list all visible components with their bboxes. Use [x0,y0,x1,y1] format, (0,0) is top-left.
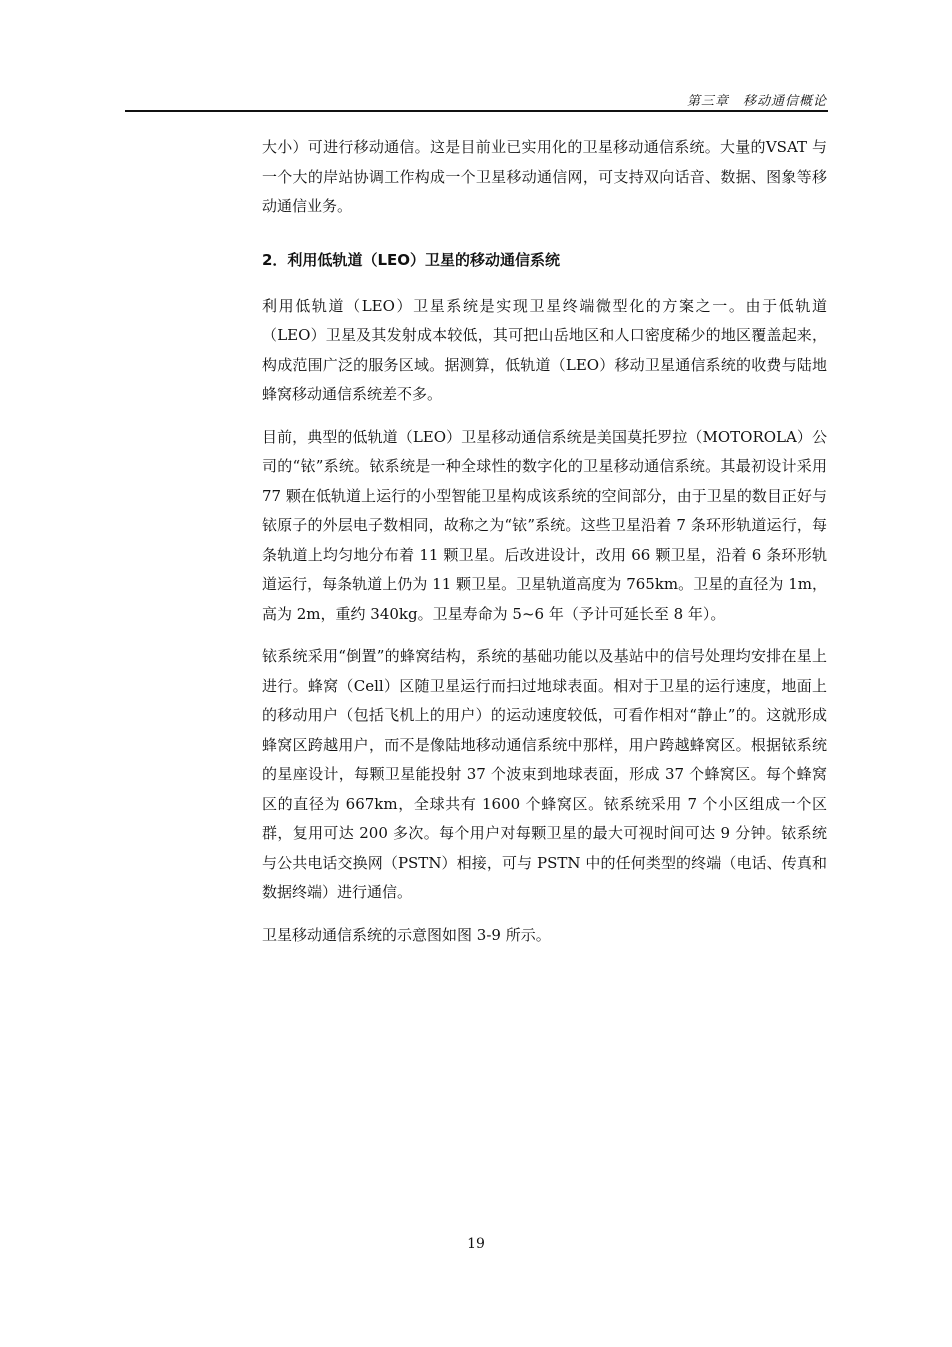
page-body [262,133,827,963]
paragraph-vsat-network: 大小）可进行移动通信。这是目前业已实用化的卫星移动通信系统。大量的VSAT 与一个大的岸站协调工作构成一个卫星移动通信网，可支持双向话音、数据、图象等移动通信业务。 [262,138,827,215]
paragraph-cell-structure: 铱系统采用“倒置”的蜂窝结构，系统的基础功能以及基站中的信号处理均安排在星上进行。蜂窝（Cell）区随卫星运行而扫过地球表面。相对于卫星的运行速度，地面上的移动用户（包括飞机上的用户）的运动速度较低，可看作相对“静止”的。这就形成蜂窝区跨越用户，而不是像陆地移动通信系统中那样，用户跨越蜂窝区。根据铱系统的星座设计，每颗卫星能投射 37 个波束到地球表面，形成 37 个蜂窝区。每个蜂窝区的直径为 667km，全球共有 1600 个蜂窝区。铱系统采用 7 个小区组成一个区群，复用可达 200 多次。每个用户对每颗卫星的最大可视时间可达 9 分钟。铱系统与公共电话交换网（PSTN）相接，可与 PSTN 中的任何类型的终端（电话、传真和数据终端）进行通信。 [262,647,827,901]
paragraph-figure-reference: 卫星移动通信系统的示意图如图 3-9 所示。 [262,925,551,944]
running-header: 第三章 移动通信概论 [686,94,827,109]
section-heading-leo: 2．利用低轨道（LEO）卫星的移动通信系统 [262,250,560,269]
paragraph-iridium-system: 目前，典型的低轨道（LEO）卫星移动通信系统是美国莫托罗拉（MOTOROLA）公司的“铱”系统。铱系统是一种全球性的数字化的卫星移动通信系统。其最初设计采用 77 颗在低轨道上运行的小型智能卫星构成该系统的空间部分，由于卫星的数目正好与铱原子的外层电子数相同，故称之为“铱”系统。这些卫星沿着 7 条环形轨道运行，每条轨道上均匀地分布着 11 颗卫星。后改进设计，改用 66 颗卫星，沿着 6 条环形轨道运行，每条轨道上仍为 11 颗卫星。卫星轨道高度为 765km。卫星的直径为 1m，高为 2m，重约 340kg。卫星寿命为 5~6 年（予计可延长至 8 年）。 [262,427,827,623]
paragraph-leo-intro: 利用低轨道（LEO）卫星系统是实现卫星终端微型化的方案之一。由于低轨道（LEO）卫星及其发射成本较低，其可把山岳地区和人口密度稀少的地区覆盖起来，构成范围广泛的服务区域。据测算，低轨道（LEO）移动卫星通信系统的收费与陆地蜂窝移动通信系统差不多。 [262,296,827,403]
header-rule [125,110,828,112]
page-number: 19 [467,1236,485,1252]
